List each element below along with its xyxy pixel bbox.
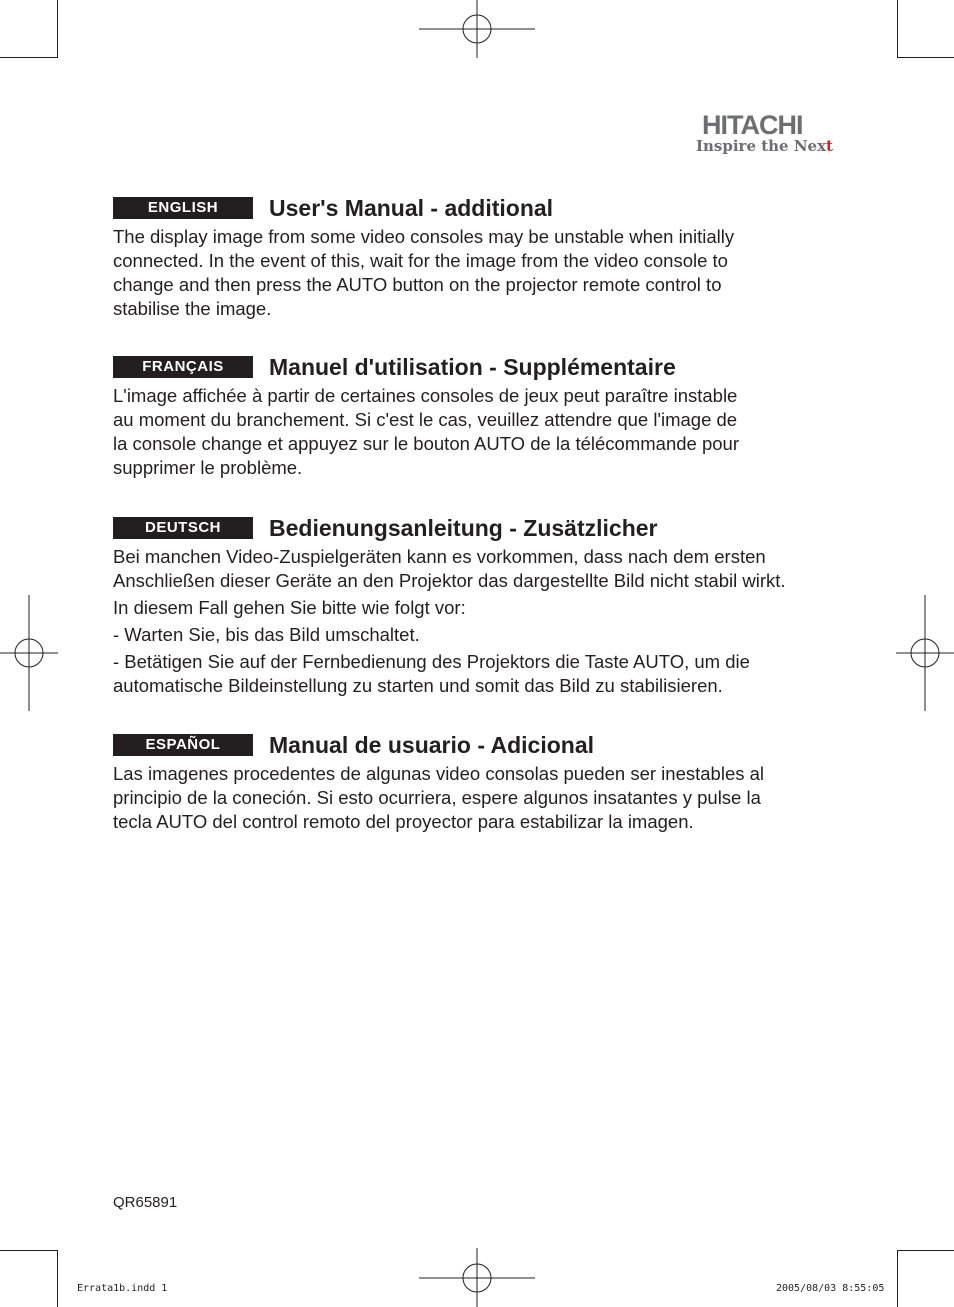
registration-mark-bottom (419, 1248, 535, 1307)
language-badge: ESPAÑOL (113, 734, 253, 756)
language-badge: DEUTSCH (113, 517, 253, 539)
crop-mark (897, 0, 898, 58)
slug-filename: Errata1b.indd 1 (77, 1283, 168, 1294)
section-espanol (113, 732, 853, 834)
body-text: Bei manchen Video-Zuspielgeräten kann es vorkommen, dass nach dem ersten Anschließen dieser Geräte an den Projektor das dargestellte Bild nicht stabil wirkt. (113, 546, 786, 591)
slug-timestamp: 2005/08/03 8:55:05 (776, 1283, 885, 1294)
section-body (113, 762, 853, 834)
section-header (113, 732, 853, 762)
body-text: L'image affichée à partir de certaines consoles de jeux peut paraître instable au moment du branchement. Si c'est le cas, veuillez attendre que l'image de la console change et appuyez sur le bouton AUTO de la télécommande pour supprimer le problème. (113, 385, 739, 478)
section-title: Manuel d'utilisation - Supplémentaire (269, 354, 676, 380)
section-title: Manual de usuario - Adicional (269, 732, 595, 758)
registration-mark-right (896, 595, 954, 711)
section-header (113, 195, 853, 225)
crop-mark (57, 1250, 58, 1307)
section-header (113, 354, 853, 384)
section-title: Bedienungsanleitung - Zusätzlicher (269, 515, 658, 541)
section-title: User's Manual - additional (269, 195, 554, 221)
registration-mark-left (0, 595, 60, 711)
brand-logo (694, 112, 844, 158)
brand-tagline: Inspire the Next (696, 137, 833, 155)
body-text: The display image from some video consoles may be unstable when initially connected. In the event of this, wait for the image from the video console to change and then press the AUTO button on the projector remote control to stabilise the image. (113, 226, 735, 319)
body-text: Las imagenes procedentes de algunas video consolas pueden ser inestables al principio de la coneción. Si esto ocurriera, espere algunos insatantes y pulse la tecla AUTO del control remoto del proyector para estabilizar la imagen. (113, 763, 765, 832)
list-item: - Warten Sie, bis das Bild umschaltet. (113, 624, 420, 645)
section-body (113, 384, 853, 480)
brand-name: HITACHI (702, 110, 803, 140)
language-badge: FRANÇAIS (113, 356, 253, 378)
section-deutsch (113, 515, 853, 698)
crop-mark (0, 1250, 58, 1251)
document-code: QR65891 (113, 1194, 178, 1211)
crop-mark (897, 57, 954, 58)
section-english (113, 195, 853, 321)
crop-mark (897, 1250, 954, 1251)
list-item: - Betätigen Sie auf der Fernbedienung des Projektors die Taste AUTO, um die automatische Bildeinstellung zu starten und somit das Bild zu stabilisieren. (113, 651, 750, 696)
section-francais (113, 354, 853, 480)
section-header (113, 515, 853, 545)
section-body (113, 545, 853, 698)
crop-mark (0, 57, 58, 58)
section-body (113, 225, 853, 321)
registration-mark-top (419, 0, 535, 60)
crop-mark (897, 1250, 898, 1307)
language-badge: ENGLISH (113, 197, 253, 219)
crop-mark (57, 0, 58, 58)
body-text: In diesem Fall gehen Sie bitte wie folgt vor: (113, 597, 466, 618)
